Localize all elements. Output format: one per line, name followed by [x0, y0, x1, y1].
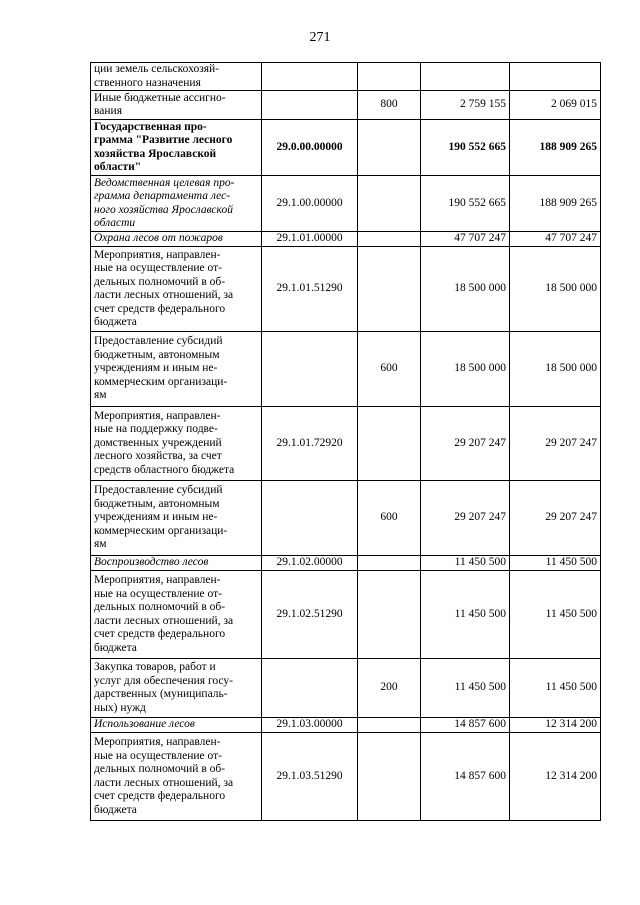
row-expense-type [358, 718, 421, 733]
row-name: Мероприятия, направлен- ные на осуществление от- дельных полномочий в об- ласти лесных отношений, за счет средств федерального бюджета [91, 571, 262, 659]
row-expense-type: 600 [358, 332, 421, 407]
row-expense-type: 800 [358, 91, 421, 120]
table-row [91, 571, 601, 659]
row-name: Мероприятия, направлен- ные на осуществление от- дельных полномочий в об- ласти лесных отношений, за счет средств федерального бюджета [91, 733, 262, 821]
row-sum-1: 11 450 500 [421, 556, 510, 571]
row-sum-2: 188 909 265 [510, 120, 601, 176]
row-name: Использование лесов [91, 718, 262, 733]
table-row [91, 733, 601, 821]
table-row [91, 332, 601, 407]
row-code: 29.1.02.00000 [262, 556, 358, 571]
row-sum-2: 29 207 247 [510, 481, 601, 556]
row-name: Охрана лесов от пожаров [91, 232, 262, 247]
row-code [262, 332, 358, 407]
row-expense-type [358, 571, 421, 659]
row-code [262, 481, 358, 556]
row-expense-type: 200 [358, 659, 421, 718]
row-name: Предоставление субсидий бюджетным, автономным учреждениям и иным не- коммерческим организаци- ям [91, 332, 262, 407]
row-expense-type [358, 247, 421, 332]
row-sum-1: 11 450 500 [421, 659, 510, 718]
table-row [91, 407, 601, 481]
row-name: Предоставление субсидий бюджетным, автономным учреждениям и иным не- коммерческим организаци- ям [91, 481, 262, 556]
row-code: 29.1.02.51290 [262, 571, 358, 659]
row-sum-2: 12 314 200 [510, 733, 601, 821]
row-code: 29.1.01.00000 [262, 232, 358, 247]
row-sum-2 [510, 63, 601, 91]
row-expense-type: 600 [358, 481, 421, 556]
row-name: Мероприятия, направлен- ные на поддержку подве- домственных учреждений лесного хозяйства, за счет средств областного бюджета [91, 407, 262, 481]
row-sum-1: 190 552 665 [421, 176, 510, 232]
row-name: Государственная про- грамма "Развитие лесного хозяйства Ярославской области" [91, 120, 262, 176]
table-row [91, 63, 601, 91]
row-code [262, 91, 358, 120]
row-sum-2: 12 314 200 [510, 718, 601, 733]
page-number: 271 [309, 30, 331, 45]
row-sum-2: 11 450 500 [510, 556, 601, 571]
row-code [262, 659, 358, 718]
row-name: ции земель сельскохозяй- ственного назначения [91, 63, 262, 91]
row-sum-1: 29 207 247 [421, 481, 510, 556]
row-expense-type [358, 176, 421, 232]
row-sum-1: 29 207 247 [421, 407, 510, 481]
row-expense-type [358, 733, 421, 821]
row-code: 29.1.01.51290 [262, 247, 358, 332]
row-code: 29.0.00.00000 [262, 120, 358, 176]
row-name: Закупка товаров, работ и услуг для обеспечения госу- дарственных (муниципаль- ных) нужд [91, 659, 262, 718]
row-name: Ведомственная целевая про- грамма департамента лес- ного хозяйства Ярославской области [91, 176, 262, 232]
row-expense-type [358, 63, 421, 91]
row-sum-1: 47 707 247 [421, 232, 510, 247]
row-sum-1 [421, 63, 510, 91]
table-row [91, 91, 601, 120]
row-expense-type [358, 232, 421, 247]
table-row [91, 659, 601, 718]
row-sum-1: 14 857 600 [421, 718, 510, 733]
table-row [91, 176, 601, 232]
row-sum-1: 11 450 500 [421, 571, 510, 659]
row-sum-2: 2 069 015 [510, 91, 601, 120]
row-sum-2: 188 909 265 [510, 176, 601, 232]
table-row [91, 120, 601, 176]
row-sum-2: 29 207 247 [510, 407, 601, 481]
row-code: 29.1.03.00000 [262, 718, 358, 733]
row-code: 29.1.03.51290 [262, 733, 358, 821]
row-name: Воспроизводство лесов [91, 556, 262, 571]
row-sum-1: 190 552 665 [421, 120, 510, 176]
row-sum-1: 14 857 600 [421, 733, 510, 821]
row-expense-type [358, 556, 421, 571]
row-expense-type [358, 120, 421, 176]
row-sum-2: 11 450 500 [510, 659, 601, 718]
row-sum-2: 11 450 500 [510, 571, 601, 659]
row-code: 29.1.01.72920 [262, 407, 358, 481]
row-name: Мероприятия, направлен- ные на осуществление от- дельных полномочий в об- ласти лесных отношений, за счет средств федерального бюджета [91, 247, 262, 332]
table-row [91, 232, 601, 247]
table-row [91, 556, 601, 571]
row-sum-1: 18 500 000 [421, 332, 510, 407]
row-sum-1: 18 500 000 [421, 247, 510, 332]
budget-table [90, 62, 601, 821]
table-row [91, 481, 601, 556]
row-sum-1: 2 759 155 [421, 91, 510, 120]
row-sum-2: 18 500 000 [510, 247, 601, 332]
row-code [262, 63, 358, 91]
row-expense-type [358, 407, 421, 481]
table-row [91, 247, 601, 332]
table-row [91, 718, 601, 733]
row-sum-2: 47 707 247 [510, 232, 601, 247]
row-sum-2: 18 500 000 [510, 332, 601, 407]
row-code: 29.1.00.00000 [262, 176, 358, 232]
row-name: Иные бюджетные ассигно- вания [91, 91, 262, 120]
